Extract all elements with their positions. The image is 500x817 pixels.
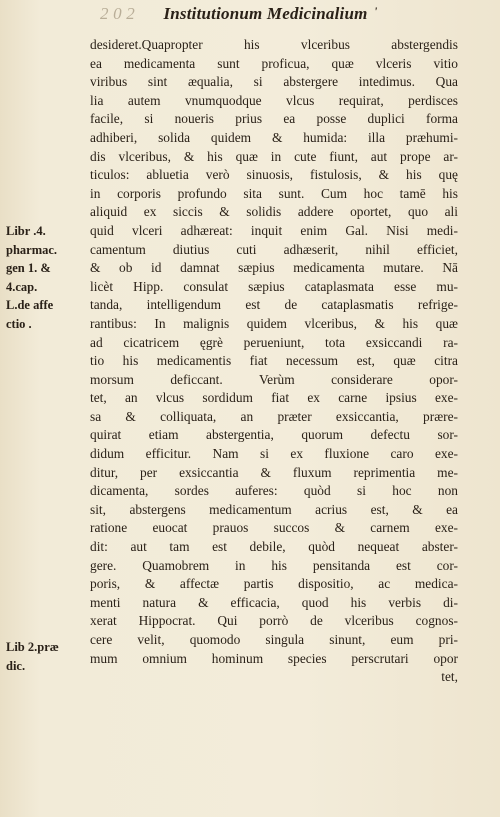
text-line: didum efficitur. Nam si ex fluxione caro exe- xyxy=(90,446,458,462)
text-line: cere velit, quomodo singula sinunt, eum pri- xyxy=(90,632,458,647)
margin-note-1 xyxy=(6,222,86,334)
margin-note-line: Libr .4. xyxy=(6,224,46,238)
margin-note-line: ctio . xyxy=(6,316,32,331)
text-line: menti natura & efficacia, quod his verbis di- xyxy=(90,594,458,610)
text-line: adhiberi, solida quidem & humida: illa præhumi- xyxy=(90,129,458,145)
text-line: poris, & affectæ partis dispositio, ac medica- xyxy=(90,576,458,592)
text-line: tet, an vlcus sordidum fiat ex carne ipsius exe- xyxy=(90,390,458,406)
running-title: Institutionum Medicinalium xyxy=(163,4,368,23)
text-line: ditur, per exsiccantia & fluxum reprimentia me- xyxy=(90,464,458,480)
main-text-block xyxy=(90,36,458,687)
text-line: quirat etiam abstergentia, quorum defectu sor- xyxy=(90,427,458,443)
text-line: xerat Hippocrat. Qui porrò de vlceribus cognos- xyxy=(90,613,458,629)
text-line: dis vlceribus, & his quæ in cute fiunt, aut prope ar- xyxy=(90,148,458,164)
margin-note-line: 4.cap. xyxy=(6,279,38,294)
text-line: facile, si noueris prius ea posse duplici forma xyxy=(90,111,458,127)
text-line: tanda, intelligendum est de cataplasmatis refrige- xyxy=(90,297,458,313)
text-line: camentum diutius cuti adhæserit, nihil efficiet, xyxy=(90,241,458,257)
text-line: sit, abstergens medicamentum acrius est, & ea xyxy=(90,501,458,517)
text-line: licèt Hipp. consulat sæpius cataplasmata esse mu- xyxy=(90,278,458,294)
text-line: in corporis profundo sita sunt. Cum hoc tamē his xyxy=(90,185,458,201)
text-line: aliquid ex siccis & solidis addere oportet, quo ali xyxy=(90,204,458,220)
header-mark: ' xyxy=(373,4,378,18)
margin-note-line: Lib 2.præ xyxy=(6,640,59,654)
text-line: dit: aut tam est debile, quòd nequeat abster- xyxy=(90,539,458,555)
text-line: desideret.Quapropter his vlceribus abstergendis xyxy=(90,37,458,52)
margin-note-line: dic. xyxy=(6,658,26,673)
text-line: gere. Quamobrem in his pensitanda est cor- xyxy=(90,557,458,573)
text-line: tio his medicamentis fiat necessum est, quæ citra xyxy=(90,353,458,369)
text-line: viribus sint æqualia, si abstergere intedimus. Qua xyxy=(90,74,458,90)
text-line: ad cicatricem ęgrè perueniunt, tota exsiccandi ra- xyxy=(90,334,458,350)
text-line: ratione euocat prauos succos & carnem exe- xyxy=(90,520,458,536)
running-header xyxy=(100,4,480,30)
text-line: sa & colliquata, an præter exsiccantia, prære- xyxy=(90,408,458,424)
text-line: dicamenta, sordes auferes: quòd si hoc non xyxy=(90,483,458,499)
text-line: morsum deficcant. Verùm considerare opor- xyxy=(90,371,458,387)
page-number: 2 0 2 xyxy=(100,4,135,23)
text-line: ticulos: abluetia verò sinuosis, fistulosis, & his quę xyxy=(90,167,458,183)
margin-note-line: pharmac. xyxy=(6,242,58,257)
text-line: ea medicamenta sunt proficua, quæ vlceris vitio xyxy=(90,55,458,71)
margin-note-line: gen 1. & xyxy=(6,261,51,276)
text-line: quid vlceri adhæreat: inquit enim Gal. Nisi medi- xyxy=(90,222,458,238)
catchword: tet, xyxy=(441,669,458,685)
text-line: & ob id damnat sæpius medicamenta mutare. Nā xyxy=(90,260,458,276)
margin-note-line: L.de affe xyxy=(6,298,54,313)
margin-note-2 xyxy=(6,638,86,675)
text-line: lia autem vnumquodque vlcus requirat, perdisces xyxy=(90,92,458,108)
text-line: mum omnium hominum species perscrutari opor xyxy=(90,650,458,666)
text-line: rantibus: In malignis quidem vlceribus, & his quæ xyxy=(90,315,458,331)
